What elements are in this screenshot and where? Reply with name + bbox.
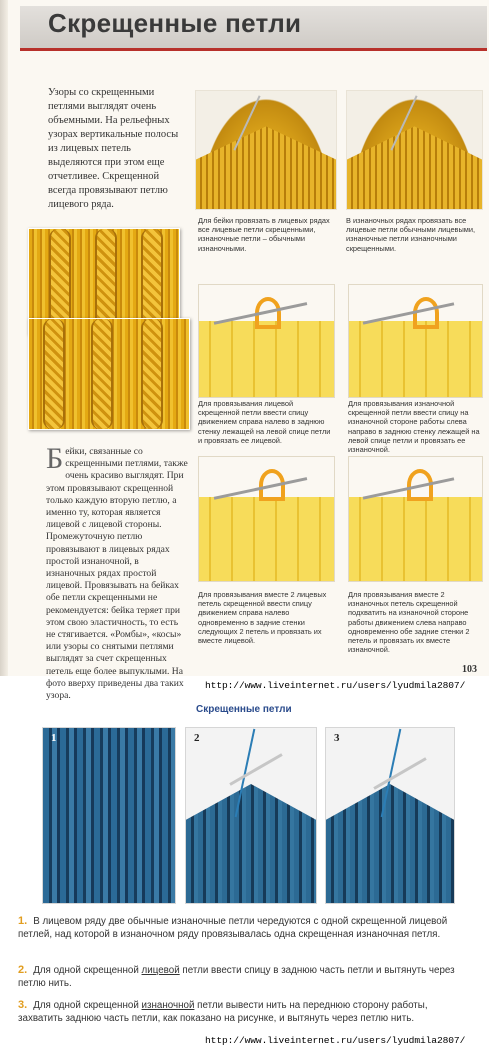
cable-stripe [141, 319, 163, 429]
step-text-post: петли вывести нить на переднюю сторону работы, захватить заднюю часть петли, как показано на рисунке, и вытянуть через петлю нить. [18, 1000, 428, 1024]
caption-rib-purl: В изнаночных рядах провязать все лицевые петли обычными лицевыми, изнаночные петли изнаночными скрещенными. [346, 216, 476, 253]
blue-rib-photo-2 [185, 727, 317, 904]
step-text-pre: Для одной скрещенной [33, 965, 139, 976]
needle [373, 757, 426, 790]
step-number: 2. [18, 964, 28, 976]
step-text: В лицевом ряду две обычные изнаночные петли чередуются с одной скрещенной лицевой петлей, над которой в изнаночном ряду провязывалась одна скрещенная изнаночная петля. [18, 916, 448, 940]
diagram-purl-twisted [348, 284, 483, 398]
page-number: 103 [462, 664, 477, 675]
step-text-underlined: изнаночной [141, 1000, 195, 1011]
source-url-watermark: http://www.liveinternet.ru/users/lyudmila2807/ [205, 680, 466, 691]
rib-photo-knit-side [195, 90, 337, 210]
instruction-step-1 [18, 915, 470, 941]
step-number: 3. [18, 999, 28, 1011]
instruction-step-3 [18, 999, 470, 1025]
section-title: Скрещенные петли [196, 704, 292, 715]
yellow-diamond-swatch-photo [28, 318, 190, 430]
blue-rib-photo-1 [42, 727, 176, 904]
page-binding-edge [0, 0, 8, 676]
step-text-underlined: лицевой [141, 965, 180, 976]
source-url-watermark: http://www.liveinternet.ru/users/lyudmila2807/ [205, 1035, 466, 1046]
diagram-knit-twisted [198, 284, 335, 398]
blue-fabric [326, 784, 454, 903]
photo-number: 2 [194, 732, 200, 744]
blue-rib-photo-3 [325, 727, 455, 904]
diagram-knit-2-together-twisted [198, 456, 335, 582]
photo-number: 3 [334, 732, 340, 744]
rib-fabric [347, 126, 482, 209]
step-number: 1. [18, 915, 28, 927]
step-text-pre: Для одной скрещенной [33, 1000, 139, 1011]
caption-purl-2-together: Для провязывания вместе 2 изнаночных петель скрещенной подхватить на изнаночной стороне работы движением слева направо одновременно обе задние стенки 2 петель и провязать их вместе изнаночной. [348, 590, 470, 655]
caption-knit-2-together: Для провязывания вместе 2 лицевых петель скрещенной ввести спицу движением справа налево одновременно в задние стенки следующих 2 петель и провязать их вместе лицевой. [198, 590, 327, 646]
body-paragraph [46, 442, 188, 702]
intro-paragraph: Узоры со скрещенными петлями выглядят очень объемными. На рельефных узорах вертикальные полосы из лицевых петель выделяются при этом еще отчетливее. Скрещенной всегда провязывают петлю лицевого ряда. [48, 87, 179, 210]
photo-number: 1 [51, 732, 57, 744]
needle [229, 753, 282, 786]
rib-photo-purl-side [346, 90, 483, 210]
blue-fabric [186, 784, 316, 903]
step-text-post: петли ввести спицу в заднюю часть петли и вытянуть через петлю нить. [18, 965, 455, 989]
cable-stripe [91, 319, 113, 429]
caption-knit-twisted: Для провязывания лицевой скрещенной петли ввести спицу движением справа налево в заднюю стенку лежащей на левой спице петли и провязать ее лицевой. [198, 399, 331, 445]
cable-stripe [43, 319, 65, 429]
diagram-purl-2-together-twisted [348, 456, 483, 582]
instruction-step-2 [18, 964, 470, 990]
caption-rib-knit: Для бейки провязать в лицевых рядах все лицевые петли скрещенными, изнаночные петли – обычными изнаночными. [198, 216, 330, 253]
page-title: Скрещенные петли [48, 8, 302, 38]
rib-fabric [196, 126, 336, 209]
body-text: ейки, связанные со скрещенными петлями, также очень красиво выглядят. При этом провязывают скрещенной только каждую вторую петлю, а именно ту, которая является лицевой с лицевой стороны. Промежуточную петлю провязывают в лицевых рядах простой изнаночной, в изнаночных рядах простой лицевой. Провязывать на бейках обе петли скрещенными не рекомендуется: бейка теряет при этом свою эластичность, то есть не стягивается. «Ромбы», «косы» или узоры со снятыми петлями выглядят за счет скрещенных петель еще более выпуклыми. На фото вверху приведены два таких узора. [46, 446, 188, 702]
drop-cap: Б [46, 442, 64, 475]
caption-purl-twisted: Для провязывания изнаночной скрещенной петли ввести спицу на изнаночной стороне работы слева направо в заднюю стенку лежащей на левой спице петли и провязать ее изнаночной. [348, 399, 480, 455]
